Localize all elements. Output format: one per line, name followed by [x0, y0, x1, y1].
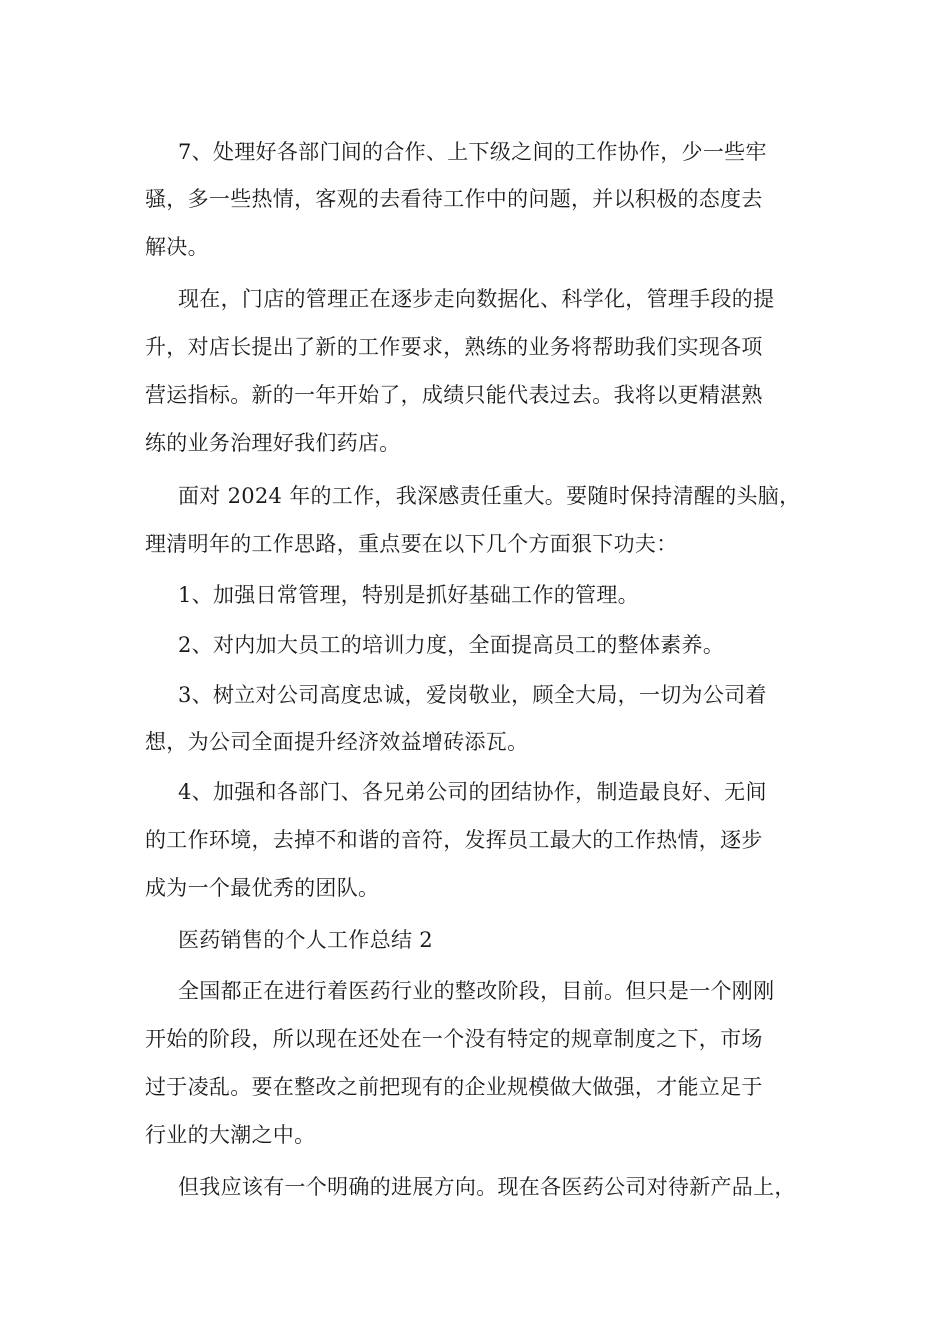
text-line: 面对 2024 年的工作，我深感责任重大。要随时保持清醒的头脑， — [178, 484, 801, 508]
text-line: 想，为公司全面提升经济效益增砖添瓦。 — [145, 730, 529, 754]
text-line: 的工作环境，去掉不和谐的音符，发挥员工最大的工作热情，逐步 — [145, 828, 763, 852]
text-line: 但我应该有一个明确的进展方向。现在各医药公司对待新产品上， — [178, 1175, 796, 1199]
text-line: 7、处理好各部门间的合作、上下级之间的工作协作，少一些牢 — [178, 140, 767, 164]
text-line: 解决。 — [145, 235, 209, 259]
text-line: 升，对店长提出了新的工作要求，熟练的业务将帮助我们实现各项 — [145, 335, 763, 359]
text-line: 现在，门店的管理正在逐步走向数据化、科学化，管理手段的提 — [178, 287, 775, 311]
text-line: 开始的阶段，所以现在还处在一个没有特定的规章制度之下，市场 — [145, 1027, 763, 1051]
text-line: 理清明年的工作思路，重点要在以下几个方面狠下功夫： — [145, 532, 678, 556]
text-line: 全国都正在进行着医药行业的整改阶段，目前。但只是一个刚刚 — [178, 979, 775, 1003]
list-item: 4、加强和各部门、各兄弟公司的团结协作，制造最良好、无间 — [178, 780, 767, 804]
text-line: 骚，多一些热情，客观的去看待工作中的问题，并以积极的态度去 — [145, 187, 763, 211]
list-item: 2、对内加大员工的培训力度，全面提高员工的整体素养。 — [178, 633, 725, 657]
text-line: 行业的大潮之中。 — [145, 1123, 316, 1147]
text-line: 过于凌乱。要在整改之前把现有的企业规模做大做强，才能立足于 — [145, 1075, 763, 1099]
list-item: 1、加强日常管理，特别是抓好基础工作的管理。 — [178, 583, 639, 607]
text-line: 练的业务治理好我们药店。 — [145, 431, 401, 455]
text-line: 营运指标。新的一年开始了，成绩只能代表过去。我将以更精湛熟 — [145, 383, 763, 407]
text-line: 成为一个最优秀的团队。 — [145, 876, 380, 900]
list-item: 3、树立对公司高度忠诚，爱岗敬业，顾全大局，一切为公司着 — [178, 683, 767, 707]
section-heading: 医药销售的个人工作总结 2 — [178, 928, 433, 952]
